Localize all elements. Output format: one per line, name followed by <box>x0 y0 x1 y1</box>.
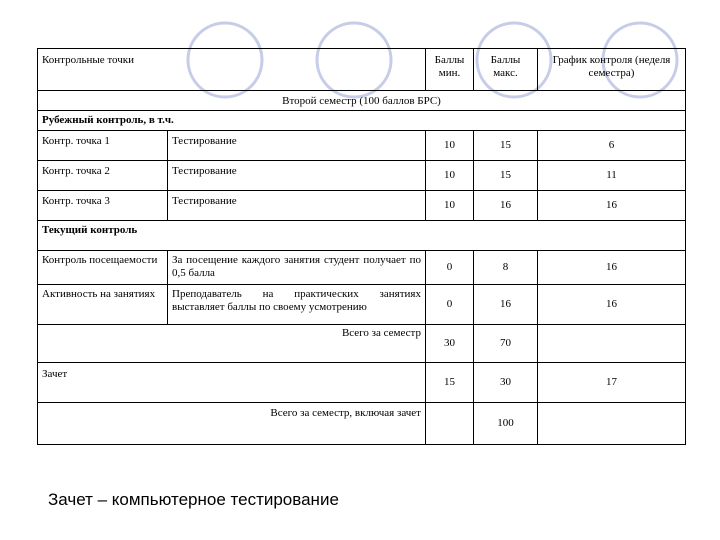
current-week: 16 <box>538 285 686 325</box>
header-points: Контрольные точки <box>38 49 426 91</box>
total-semester-row <box>38 325 686 363</box>
milestone-form: Тестирование <box>168 131 426 161</box>
milestone-heading: Рубежный контроль, в т.ч. <box>38 111 686 131</box>
milestone-max: 15 <box>474 161 538 191</box>
milestone-max: 15 <box>474 131 538 161</box>
current-week: 16 <box>538 251 686 285</box>
total-with-credit-week <box>538 403 686 445</box>
milestone-point: Контр. точка 2 <box>38 161 168 191</box>
milestone-week: 6 <box>538 131 686 161</box>
current-min: 0 <box>426 285 474 325</box>
milestone-week: 11 <box>538 161 686 191</box>
credit-min: 15 <box>426 363 474 403</box>
current-desc: За посещение каждого занятия студент получает по 0,5 балла <box>168 251 426 285</box>
milestone-min: 10 <box>426 191 474 221</box>
current-max: 8 <box>474 251 538 285</box>
milestone-row-3 <box>38 191 686 221</box>
milestone-week: 16 <box>538 191 686 221</box>
header-max: Баллы макс. <box>474 49 538 91</box>
milestone-point: Контр. точка 3 <box>38 191 168 221</box>
current-desc: Преподаватель на практических занятиях выставляет баллы по своему усмотрению <box>168 285 426 325</box>
current-min: 0 <box>426 251 474 285</box>
total-with-credit-label: Всего за семестр, включая зачет <box>38 403 426 445</box>
semester-row <box>38 91 686 111</box>
current-heading: Текущий контроль <box>38 221 686 251</box>
current-point: Контроль посещаемости <box>38 251 168 285</box>
total-with-credit-min <box>426 403 474 445</box>
credit-week: 17 <box>538 363 686 403</box>
total-semester-label: Всего за семестр <box>38 325 426 363</box>
milestone-min: 10 <box>426 161 474 191</box>
header-min: Баллы мин. <box>426 49 474 91</box>
footnote: Зачет – компьютерное тестирование <box>48 490 339 509</box>
control-points-table <box>37 48 686 445</box>
credit-label: Зачет <box>38 363 426 403</box>
current-point: Активность на занятиях <box>38 285 168 325</box>
total-with-credit-row <box>38 403 686 445</box>
total-with-credit-max: 100 <box>474 403 538 445</box>
current-max: 16 <box>474 285 538 325</box>
header-schedule: График контроля (неделя семестра) <box>538 49 686 91</box>
credit-max: 30 <box>474 363 538 403</box>
current-heading-row <box>38 221 686 251</box>
milestone-row-2 <box>38 161 686 191</box>
milestone-max: 16 <box>474 191 538 221</box>
current-row-2 <box>38 285 686 325</box>
total-semester-week <box>538 325 686 363</box>
credit-row <box>38 363 686 403</box>
milestone-heading-row <box>38 111 686 131</box>
current-row-1 <box>38 251 686 285</box>
milestone-form: Тестирование <box>168 161 426 191</box>
milestone-row-1 <box>38 131 686 161</box>
header-row <box>38 49 686 91</box>
milestone-form: Тестирование <box>168 191 426 221</box>
total-semester-max: 70 <box>474 325 538 363</box>
milestone-point: Контр. точка 1 <box>38 131 168 161</box>
total-semester-min: 30 <box>426 325 474 363</box>
semester-title: Второй семестр (100 баллов БРС) <box>38 91 686 111</box>
milestone-min: 10 <box>426 131 474 161</box>
